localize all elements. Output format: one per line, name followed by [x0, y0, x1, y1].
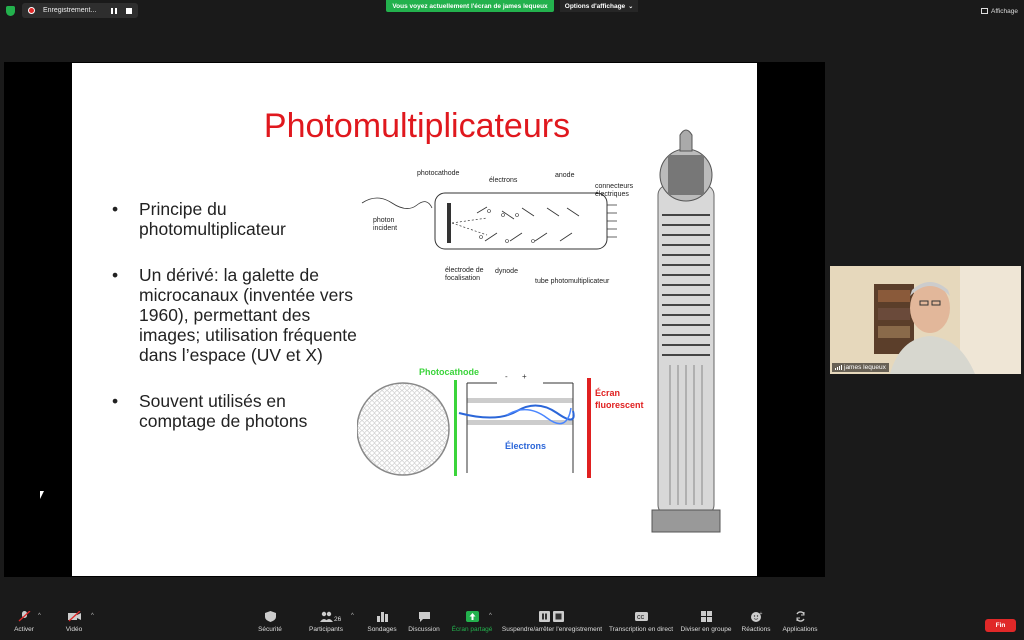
share-screen-button[interactable]	[442, 611, 502, 633]
bullet-item: • Principe du photomultiplicateur	[110, 199, 360, 239]
label-photon-2: incident	[373, 225, 398, 232]
chevron-down-icon: ⌄	[628, 3, 634, 10]
poll-chart-icon	[376, 611, 389, 622]
smiley-icon	[750, 611, 763, 622]
stop-recording-button[interactable]	[123, 5, 134, 16]
camera-off-icon	[68, 611, 81, 622]
participants-button[interactable]	[296, 611, 356, 633]
end-meeting-button[interactable]: Fin	[985, 619, 1016, 632]
live-transcription-label: Transcription en direct	[608, 626, 674, 633]
slide-title: Photomultiplicateurs	[263, 107, 571, 145]
participants-label: Participants	[309, 626, 343, 633]
recording-label: Enregistrement...	[43, 7, 97, 14]
photomultiplier-tube-photo	[648, 125, 724, 535]
live-transcription-button[interactable]	[606, 611, 676, 633]
label-connecteurs-2: électriques	[595, 191, 629, 198]
shared-screen	[4, 62, 825, 577]
label-photocathode-mcp: Photocathode	[419, 367, 479, 377]
shield-icon[interactable]	[6, 6, 15, 16]
stop-icon	[126, 8, 132, 14]
record-icon	[28, 7, 35, 14]
participants-count: 26	[334, 616, 342, 623]
label-photocathode: photocathode	[417, 170, 460, 177]
security-button[interactable]	[240, 611, 300, 633]
svg-text:+: +	[759, 611, 762, 617]
meeting-toolbar	[0, 600, 1024, 640]
view-options-label: Options d'affichage	[564, 2, 626, 10]
label-electrons: électrons	[489, 177, 518, 184]
chat-label: Discussion	[408, 626, 440, 633]
chevron-up-icon[interactable]: ^	[489, 613, 492, 619]
top-bar	[0, 0, 1024, 22]
signal-icon	[835, 365, 842, 370]
apps-label: Applications	[782, 626, 818, 633]
grid-icon	[981, 8, 988, 14]
slide	[72, 63, 757, 576]
bullet-item: • Un dérivé: la galette de microcanaux (inventée vers 1960), permettant des images; utilisation fréquente dans l’espace (UV et X)	[110, 265, 360, 365]
share-banner: Vous voyez actuellement l'écran de james lequeux	[386, 0, 554, 12]
view-button[interactable]	[981, 5, 1018, 17]
label-anode: anode	[555, 172, 575, 179]
pause-stop-recording-label: Suspendre/arrêter l'enregistrement	[501, 626, 603, 633]
microchannel-plate-diagram	[357, 363, 647, 483]
participant-video[interactable]	[830, 266, 1021, 374]
label-plus: +	[522, 372, 527, 381]
label-minus: -	[505, 372, 508, 381]
chevron-up-icon[interactable]: ^	[351, 613, 354, 619]
recording-indicator	[22, 3, 138, 18]
chevron-up-icon[interactable]: ^	[91, 613, 94, 619]
pause-recording-button[interactable]	[108, 5, 119, 16]
pause-stop-recording-button[interactable]	[500, 611, 604, 633]
closed-caption-icon	[635, 611, 648, 622]
participant-name: james lequeux	[844, 364, 886, 371]
label-electrode-1: électrode de	[445, 267, 484, 274]
apps-button[interactable]	[770, 611, 830, 633]
bullet-item: • Souvent utilisés en comptage de photons	[110, 391, 360, 431]
view-button-label: Affichage	[991, 7, 1018, 15]
svg-text:CC: CC	[636, 615, 644, 621]
chevron-up-icon[interactable]: ^	[38, 613, 41, 619]
label-photon-1: photon	[373, 217, 395, 224]
unmute-label: Activer	[14, 626, 34, 633]
view-options-button[interactable]	[560, 0, 638, 12]
participant-name-tag	[832, 363, 889, 372]
label-electrons-mcp: Électrons	[505, 441, 547, 451]
microphone-muted-icon	[18, 611, 31, 622]
security-label: Sécurité	[258, 626, 282, 633]
breakout-rooms-icon	[700, 611, 713, 622]
breakout-rooms-label: Diviser en groupe	[680, 626, 732, 633]
video-button[interactable]	[44, 611, 104, 633]
label-tube: tube photomultiplicateur	[535, 278, 610, 285]
mouse-cursor-icon	[40, 491, 47, 499]
bullet-list	[110, 199, 360, 457]
participants-icon	[320, 611, 333, 622]
label-ecran-2: fluorescent	[595, 400, 644, 410]
video-label: Vidéo	[65, 626, 83, 633]
share-screen-icon	[466, 611, 479, 622]
pmt-schematic-diagram	[357, 163, 647, 293]
reactions-label: Réactions	[741, 626, 771, 633]
label-dynode: dynode	[495, 268, 518, 275]
label-electrode-2: focalisation	[445, 275, 481, 282]
share-screen-label: Écran partagé	[451, 626, 493, 633]
shield-icon	[264, 611, 277, 622]
apps-icon	[794, 611, 807, 622]
polls-label: Sondages	[367, 626, 397, 633]
chat-bubble-icon	[418, 611, 431, 622]
label-ecran-1: Écran	[595, 388, 621, 398]
label-connecteurs-1: connecteurs	[595, 183, 634, 190]
pause-stop-icon	[539, 611, 565, 622]
participant-video-image	[830, 266, 1021, 374]
pause-icon	[111, 8, 117, 14]
